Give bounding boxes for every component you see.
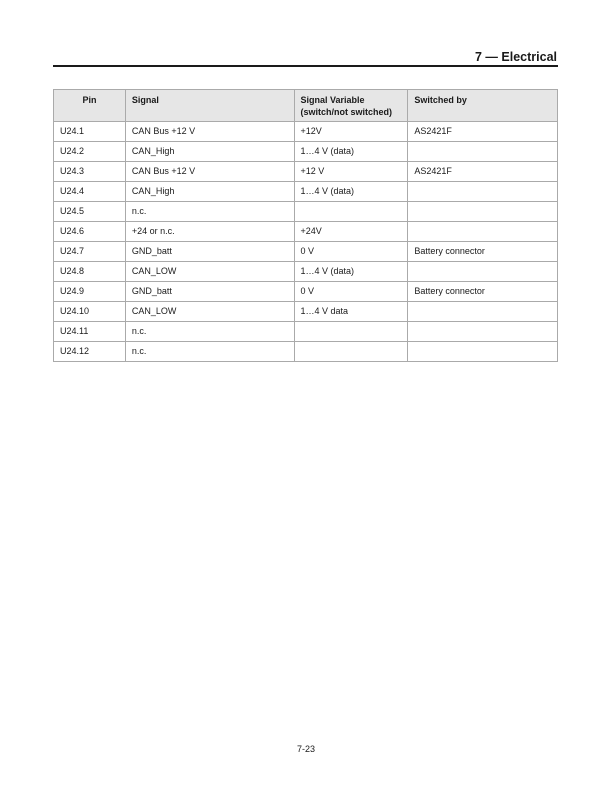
cell-signal-variable: +12V [294,122,408,142]
cell-signal: GND_batt [125,282,294,302]
cell-signal-variable: 1…4 V data [294,302,408,322]
cell-signal: CAN Bus +12 V [125,122,294,142]
cell-signal: CAN_LOW [125,302,294,322]
cell-pin: U24.5 [54,202,126,222]
table-row [54,122,558,142]
cell-switched-by: AS2421F [408,162,558,182]
cell-signal: CAN Bus +12 V [125,162,294,182]
cell-signal-variable: +12 V [294,162,408,182]
cell-signal: CAN_LOW [125,262,294,282]
cell-signal: n.c. [125,322,294,342]
cell-pin: U24.12 [54,342,126,362]
cell-pin: U24.4 [54,182,126,202]
cell-switched-by [408,182,558,202]
cell-signal: n.c. [125,342,294,362]
cell-pin: U24.3 [54,162,126,182]
cell-signal: +24 or n.c. [125,222,294,242]
cell-switched-by: Battery connector [408,242,558,262]
cell-pin: U24.2 [54,142,126,162]
cell-signal-variable: 1…4 V (data) [294,142,408,162]
cell-switched-by [408,222,558,242]
cell-signal-variable: +24V [294,222,408,242]
table-row [54,302,558,322]
cell-pin: U24.8 [54,262,126,282]
cell-signal: n.c. [125,202,294,222]
cell-pin: U24.6 [54,222,126,242]
table-row [54,262,558,282]
cell-switched-by: AS2421F [408,122,558,142]
cell-switched-by: Battery connector [408,282,558,302]
table-header-row [54,90,558,122]
cell-signal-variable [294,322,408,342]
section-title: 7 — Electrical [475,50,557,64]
table-row [54,242,558,262]
cell-signal-variable: 0 V [294,242,408,262]
column-header-pin: Pin [54,90,126,122]
cell-pin: U24.11 [54,322,126,342]
table-row [54,222,558,242]
table-row [54,162,558,182]
table-row [54,342,558,362]
cell-pin: U24.1 [54,122,126,142]
cell-signal-variable: 0 V [294,282,408,302]
column-header-line: Signal Variable [300,95,365,105]
cell-signal-variable [294,202,408,222]
table-row [54,182,558,202]
cell-switched-by [408,142,558,162]
page-number: 7-23 [296,744,315,754]
column-header-signal: Signal [125,90,294,122]
pin-table [53,89,558,362]
table-row [54,322,558,342]
cell-signal-variable: 1…4 V (data) [294,262,408,282]
header-rule [53,65,558,67]
cell-pin: U24.10 [54,302,126,322]
cell-switched-by [408,322,558,342]
cell-signal-variable [294,342,408,362]
table-row [54,202,558,222]
column-header-signal-variable [294,90,408,122]
table-row [54,282,558,302]
cell-switched-by [408,342,558,362]
cell-pin: U24.9 [54,282,126,302]
cell-switched-by [408,302,558,322]
column-header-line: (switch/not switched) [300,107,393,117]
table-row [54,142,558,162]
cell-signal: CAN_High [125,182,294,202]
cell-signal-variable: 1…4 V (data) [294,182,408,202]
cell-switched-by [408,202,558,222]
cell-signal: GND_batt [125,242,294,262]
cell-signal: CAN_High [125,142,294,162]
cell-switched-by [408,262,558,282]
cell-pin: U24.7 [54,242,126,262]
column-header-switched-by: Switched by [408,90,558,122]
